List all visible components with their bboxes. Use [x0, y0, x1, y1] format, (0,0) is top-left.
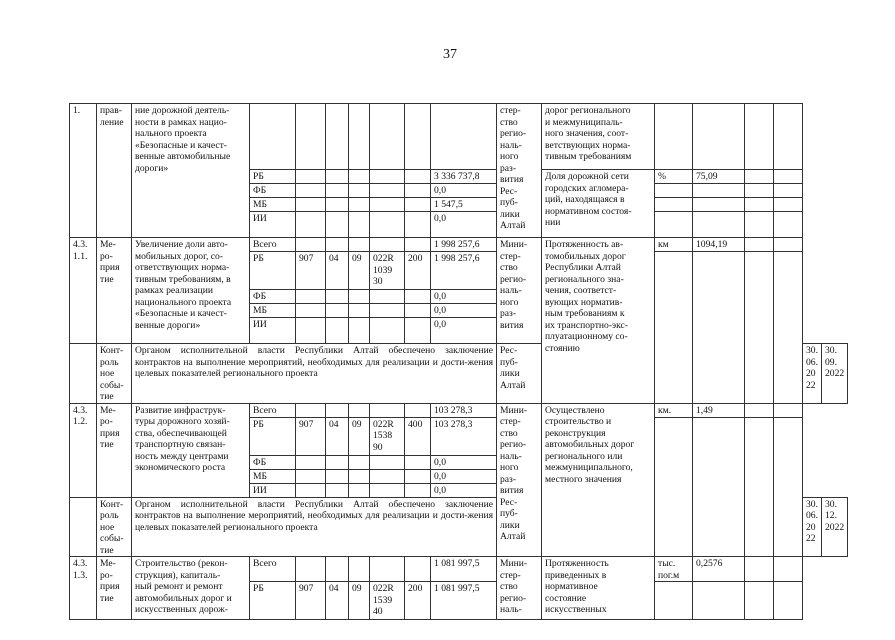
executor: Мини- стер- ство регио- наль- ного раз- вития Рес- пуб- лики Алтай	[497, 403, 542, 557]
control-date-end: 30. 09. 2022	[822, 344, 848, 404]
section-code: 04	[326, 417, 349, 455]
control-date-start: 30. 06. 20 22	[803, 497, 822, 557]
expense-type-code: 200	[405, 582, 431, 620]
fund-source: МБ	[250, 469, 296, 483]
indicator-value: 75,09	[693, 170, 745, 184]
section-code: 04	[326, 252, 349, 290]
budget-table	[69, 103, 848, 620]
row-kind: Конт- роль ное собы- тие	[97, 344, 132, 404]
fund-source: ФБ	[250, 455, 296, 469]
control-date-start: 30. 06. 20 22	[803, 344, 822, 404]
table-row	[70, 238, 848, 252]
fund-total-label: Всего	[250, 403, 296, 417]
fund-amount: 0,0	[431, 455, 497, 469]
fund-amount: 0,0	[431, 483, 497, 497]
fund-source: РБ	[250, 417, 296, 455]
indicator: Протяженность ав- томобильных дорог Республики Алтай регионального зна- чения, соответст- вующих норматив- ным требованиям к их транспортно-экс- плуатационному со- стоянию	[542, 238, 655, 404]
table-row	[70, 557, 848, 582]
row-kind: Ме- ро- прия тие	[97, 557, 132, 620]
subsection-code: 09	[349, 582, 370, 620]
fund-amount: 0,0	[431, 318, 497, 344]
executor: Мини- стер- ство регио- наль-	[497, 557, 542, 620]
section-code: 04	[326, 582, 349, 620]
row-number: 1.	[70, 104, 97, 238]
fund-source: ИИ	[250, 318, 296, 344]
fund-source: МБ	[250, 198, 296, 212]
unit: тыс. пог.м	[655, 557, 693, 582]
table-row	[70, 104, 848, 170]
subsection-code: 09	[349, 417, 370, 455]
executor: Мини- стер- ство регио- наль- ного раз- вития	[497, 238, 542, 344]
control-date-end: 30. 12. 2022	[822, 497, 848, 557]
control-event-text: Органом исполнительной власти Республики Алтай обеспечено заключение контрактов на выполнение мероприятий, необходимых для реализации и дости-жения целевых показателей регионального проекта	[132, 497, 497, 557]
measure-name: ние дорожной деятель- ности в рамках нацио- нального проекта «Безопасные и качест- венные автомобильные дороги»	[132, 104, 250, 238]
fund-amount: 3 336 737,8	[431, 170, 497, 184]
row-kind: Конт- роль ное собы- тие	[97, 497, 132, 557]
control-event-text: Органом исполнительной власти Республики Алтай обеспечено заключение контрактов на выполнение мероприятий, необходимых для реализации и дости-жения целевых показателей регионального проекта	[132, 344, 497, 404]
indicator: Осуществлено строительство и реконструкция автомобильных дорог регионального или межмуниципального, местного значения	[542, 403, 655, 557]
fund-amount: 103 278,3	[431, 417, 497, 455]
indicator-value: 1094,19	[693, 238, 745, 252]
grbs-code: 907	[296, 582, 326, 620]
target-article-code: 022R 1039 30	[370, 252, 405, 290]
fund-source: РБ	[250, 252, 296, 290]
target-article-code: 022R 1539 40	[370, 582, 405, 620]
row-kind: Ме- ро- прия тие	[97, 403, 132, 497]
expense-type-code: 400	[405, 417, 431, 455]
fund-source: РБ	[250, 582, 296, 620]
indicator: Доля дорожной сети городских агломера- ций, находящаяся в нормативном состоя- нии	[542, 170, 655, 238]
fund-source: ФБ	[250, 290, 296, 304]
fund-amount: 0,0	[431, 184, 497, 198]
measure-name: Строительство (рекон- струкция), капиталь- ный ремонт и ремонт автомобильных дорог и искусственных дорож-	[132, 557, 250, 620]
fund-total-label: Всего	[250, 238, 296, 252]
unit: км	[655, 238, 693, 252]
row-number: 4.3. 1.2.	[70, 403, 97, 497]
indicator: дорог регионального и межмуниципаль- ного значения, соот- ветствующих норма- тивным требованиям	[542, 104, 655, 170]
fund-amount: 1 081 997,5	[431, 582, 497, 620]
executor: стер- ство регио- наль- ного раз- вития Рес- пуб- лики Алтай	[497, 104, 542, 238]
fund-amount: 0,0	[431, 469, 497, 483]
table-row	[70, 403, 848, 417]
fund-amount: 103 278,3	[431, 403, 497, 417]
page-number: 37	[443, 47, 457, 62]
row-kind: Ме- ро- прия тие	[97, 238, 132, 344]
grbs-code: 907	[296, 417, 326, 455]
fund-source: МБ	[250, 304, 296, 318]
row-kind: прав- ление	[97, 104, 132, 238]
fund-amount: 0,0	[431, 212, 497, 238]
fund-amount: 1 998 257,6	[431, 252, 497, 290]
fund-amount: 1 998 257,6	[431, 238, 497, 252]
unit: км.	[655, 403, 693, 417]
indicator-value: 0,2576	[693, 557, 745, 582]
fund-source: РБ	[250, 170, 296, 184]
fund-source: ИИ	[250, 212, 296, 238]
indicator-value: 1,49	[693, 403, 745, 417]
fund-amount: 0,0	[431, 290, 497, 304]
row-number: 4.3. 1.3.	[70, 557, 97, 620]
indicator: Протяженность приведенных в нормативное состояние искусственных	[542, 557, 655, 620]
expense-type-code: 200	[405, 252, 431, 290]
fund-source: ФБ	[250, 184, 296, 198]
fund-source: ИИ	[250, 483, 296, 497]
row-number: 4.3. 1.1.	[70, 238, 97, 344]
grbs-code: 907	[296, 252, 326, 290]
measure-name: Увеличение доли авто- мобильных дорог, со- ответствующих норма- тивным требованиям, в рамках реализации национального проекта «Безопасные и качест- венные дороги»	[132, 238, 250, 344]
unit: %	[655, 170, 693, 184]
target-article-code: 022R 1538 90	[370, 417, 405, 455]
fund-amount: 1 081 997,5	[431, 557, 497, 582]
measure-name: Развитие инфраструк- туры дорожного хозяй- ства, обеспечивающей транспортную связан- ность между центрами экономического роста	[132, 403, 250, 497]
subsection-code: 09	[349, 252, 370, 290]
fund-amount: 1 547,5	[431, 198, 497, 212]
fund-total-label: Всего	[250, 557, 296, 582]
executor: Рес- пуб- лики Алтай	[497, 344, 542, 404]
fund-amount: 0,0	[431, 304, 497, 318]
